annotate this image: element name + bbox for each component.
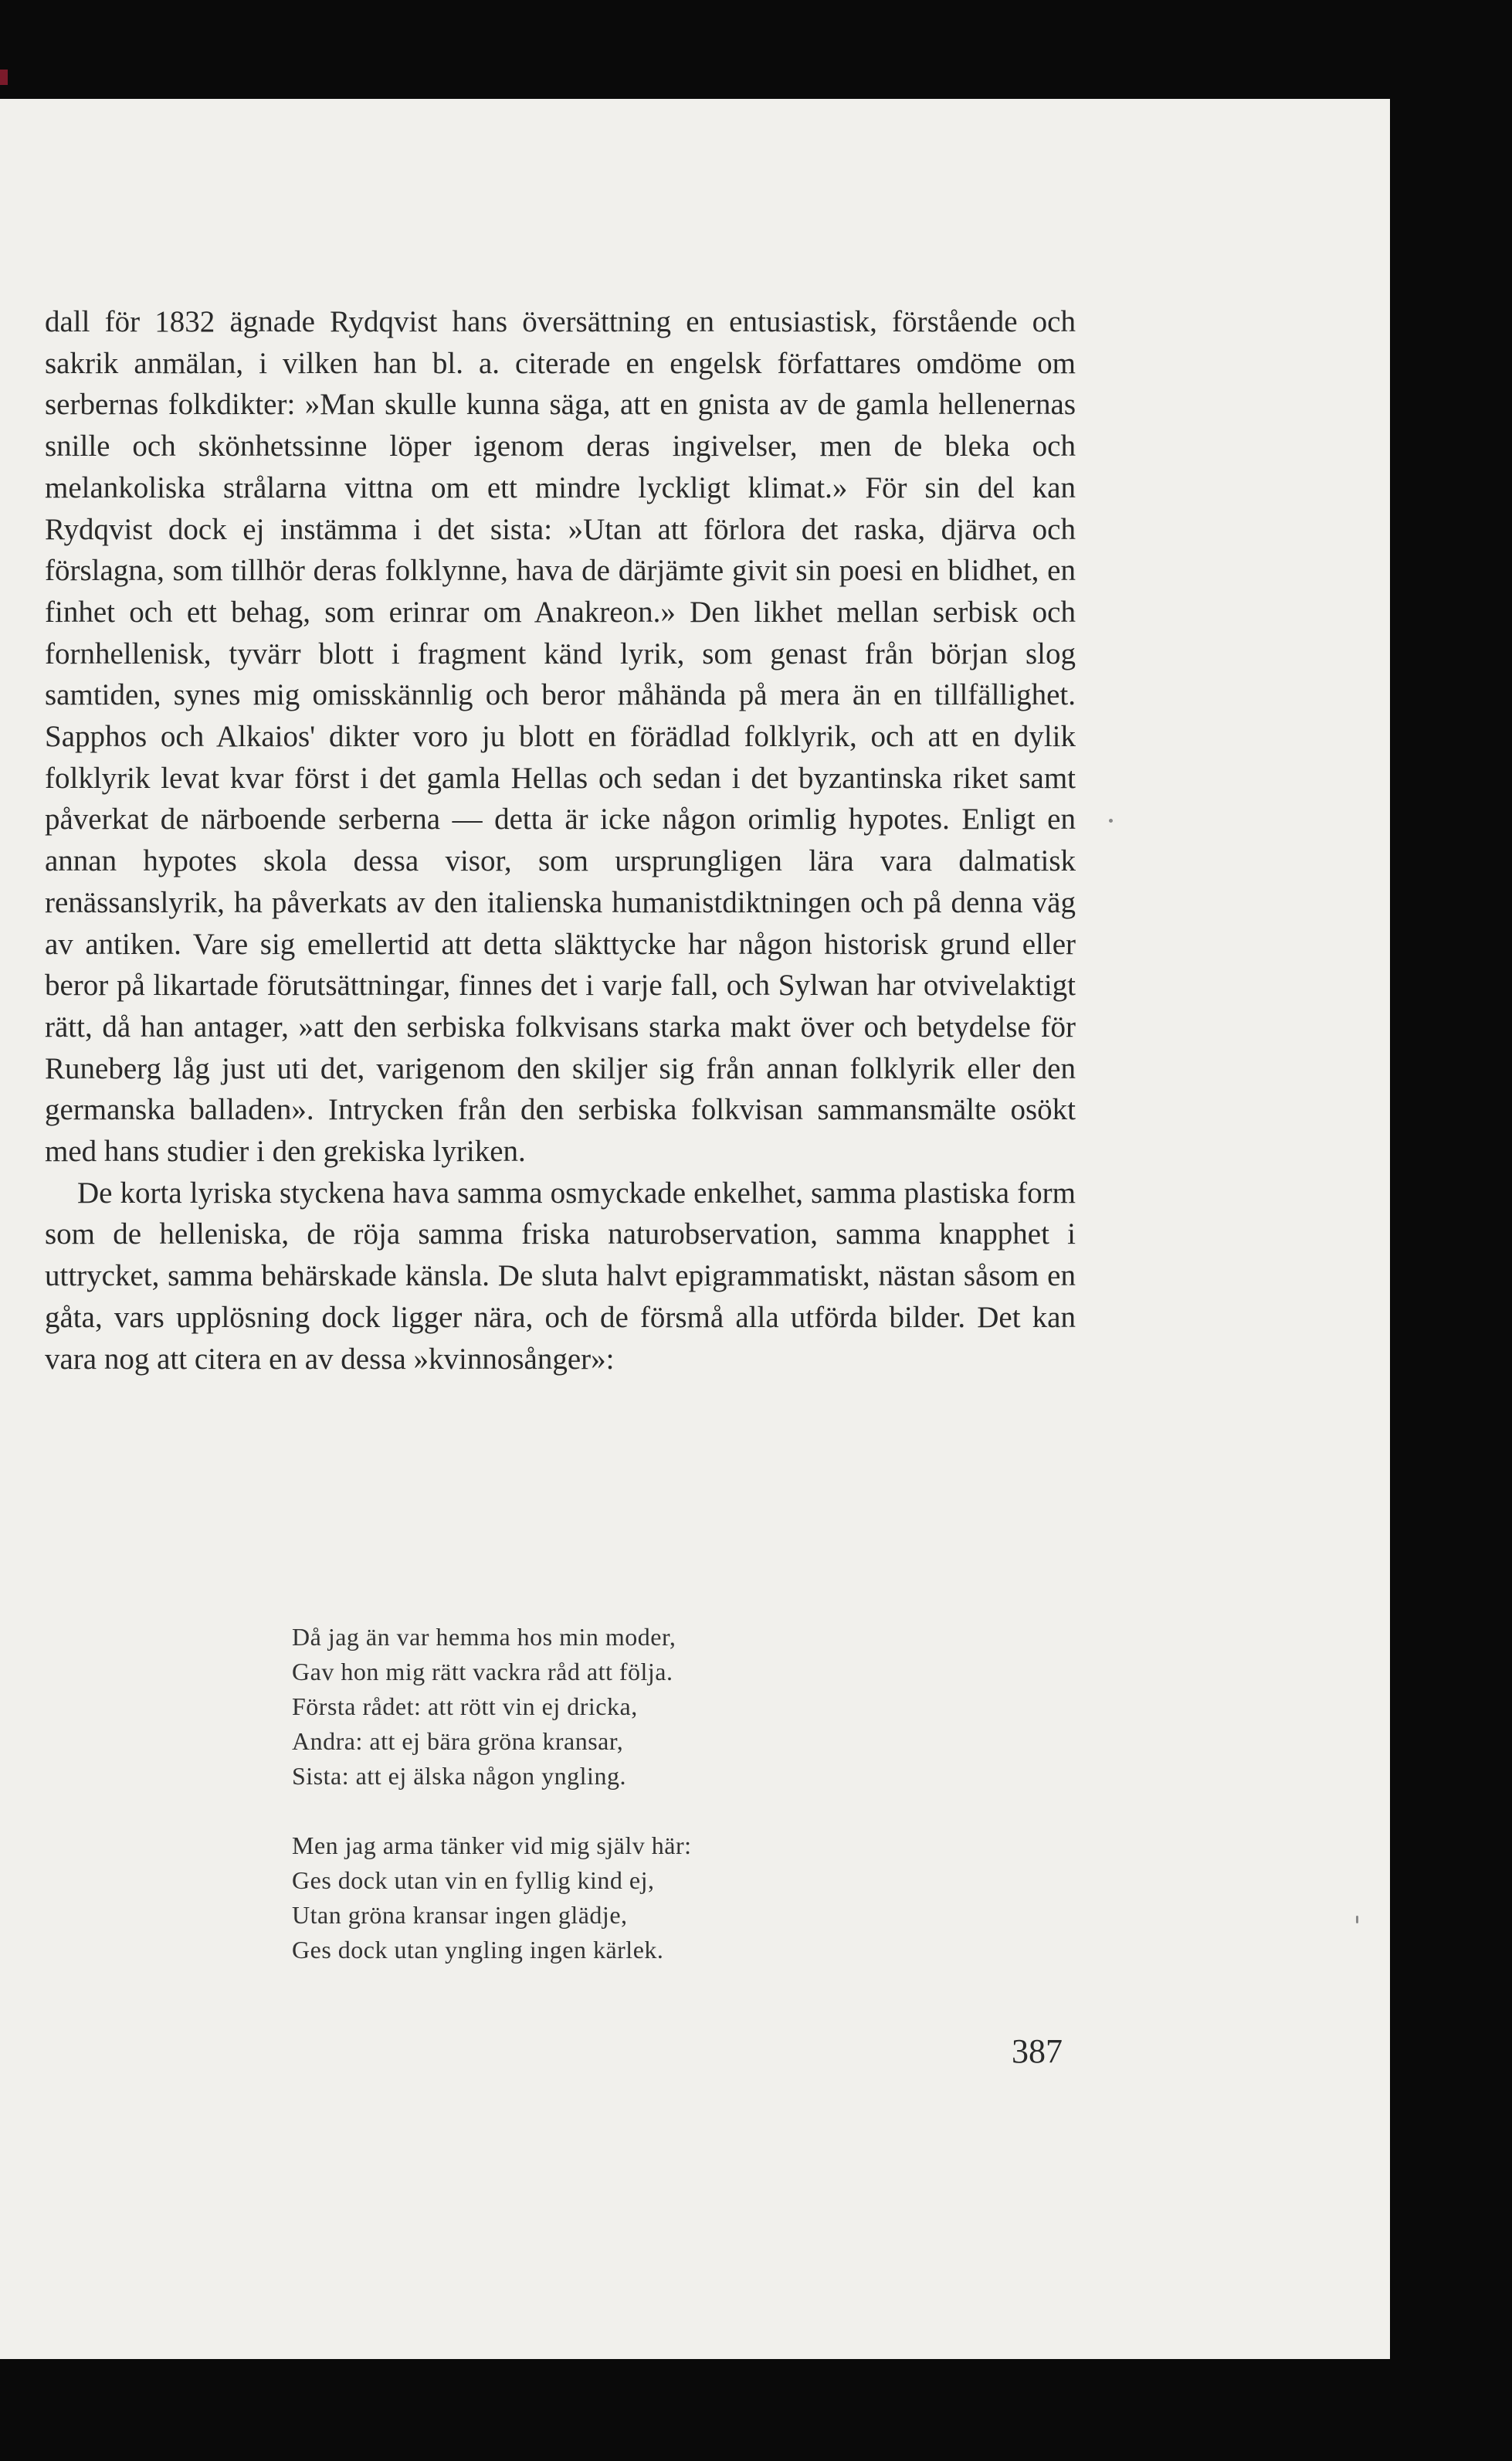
poem-stanza bbox=[292, 1828, 848, 1967]
paragraph: De korta lyriska styckena hava samma osmyckade enkelhet, samma plastiska form som de helleniska, de röja samma friska naturobservation, samma knapphet i uttrycket, samma behärskade känsla. De sluta halvt epigrammatiskt, nästan såsom en gåta, vars upplösning dock ligger nära, och de försmå alla utförda bilder. Det kan vara nog att citera en av dessa »kvinnosånger»: bbox=[45, 1176, 1076, 1376]
poem-line: Första rådet: att rött vin ej dricka, bbox=[292, 1692, 638, 1720]
body-text bbox=[45, 301, 1076, 1380]
page-number: 387 bbox=[1012, 2032, 1063, 2070]
edge-mark bbox=[0, 70, 8, 85]
book-page bbox=[0, 99, 1390, 2359]
poem-line: Utan gröna kransar ingen glädje, bbox=[292, 1901, 628, 1929]
poem-line: Gav hon mig rätt vackra råd att följa. bbox=[292, 1658, 673, 1685]
poem-stanza bbox=[292, 1620, 848, 1794]
poem-line: Men jag arma tänker vid mig själv här: bbox=[292, 1831, 692, 1859]
poem-line: Ges dock utan vin en fyllig kind ej, bbox=[292, 1866, 655, 1894]
poem-line: Ges dock utan yngling ingen kärlek. bbox=[292, 1936, 664, 1964]
poem-line: Sista: att ej älska någon yngling. bbox=[292, 1762, 626, 1790]
poem-line: Andra: att ej bära gröna kransar, bbox=[292, 1727, 624, 1755]
poem-line: Då jag än var hemma hos min moder, bbox=[292, 1623, 676, 1651]
paragraph: dall för 1832 ägnade Rydqvist hans översättning en entusiastisk, förstående och sakrik anmälan, i vilken han bl. a. citerade en engelsk författares omdöme om serbernas folkdikter: »Man skulle kunna säga, att en gnista av de gamla hellenernas snille och skönhetssinne löper igenom deras ingivelser, men de bleka och melankoliska strålarna vittna om ett mindre lyckligt klimat.» För sin del kan Rydqvist dock ej instämma i det sista: »Utan att förlora det raska, djärva och förslagna, som tillhör deras folklynne, hava de därjämte givit sin poesi en blidhet, en finhet och ett behag, som erinrar om Anakreon.» Den likhet mellan serbisk och fornhellenisk, tyvärr blott i fragment känd lyrik, som genast från början slog samtiden, synes mig omisskännlig och beror måhända på mera än en tillfällighet. Sapphos och Alkaios' dikter voro ju blott en förädlad folklyrik, och att en dylik folklyrik levat kvar först i det gamla Hellas och sedan i det byzantinska riket samt påverkat de närboende serberna — detta är icke någon orimlig hypotes. Enligt en annan hypotes skola dessa visor, som ursprungligen lära vara dalmatisk renässanslyrik, ha påverkats av den italienska humanistdiktningen och på denna väg av antiken. Vare sig emellertid att detta släkttycke har någon historisk grund eller beror på likartade förutsättningar, finnes det i varje fall, och Sylwan har otvivelaktigt rätt, då han antager, »att den serbiska folkvisans starka makt över och betydelse för Runeberg låg just uti det, varigenom den skiljer sig från annan folklyrik eller den germanska balladen». Intrycken från den serbiska folkvisan sammansmälte osökt med hans studier i den grekiska lyriken. bbox=[45, 305, 1076, 1169]
paper-speck bbox=[1109, 819, 1113, 823]
paper-speck bbox=[1356, 1916, 1358, 1923]
